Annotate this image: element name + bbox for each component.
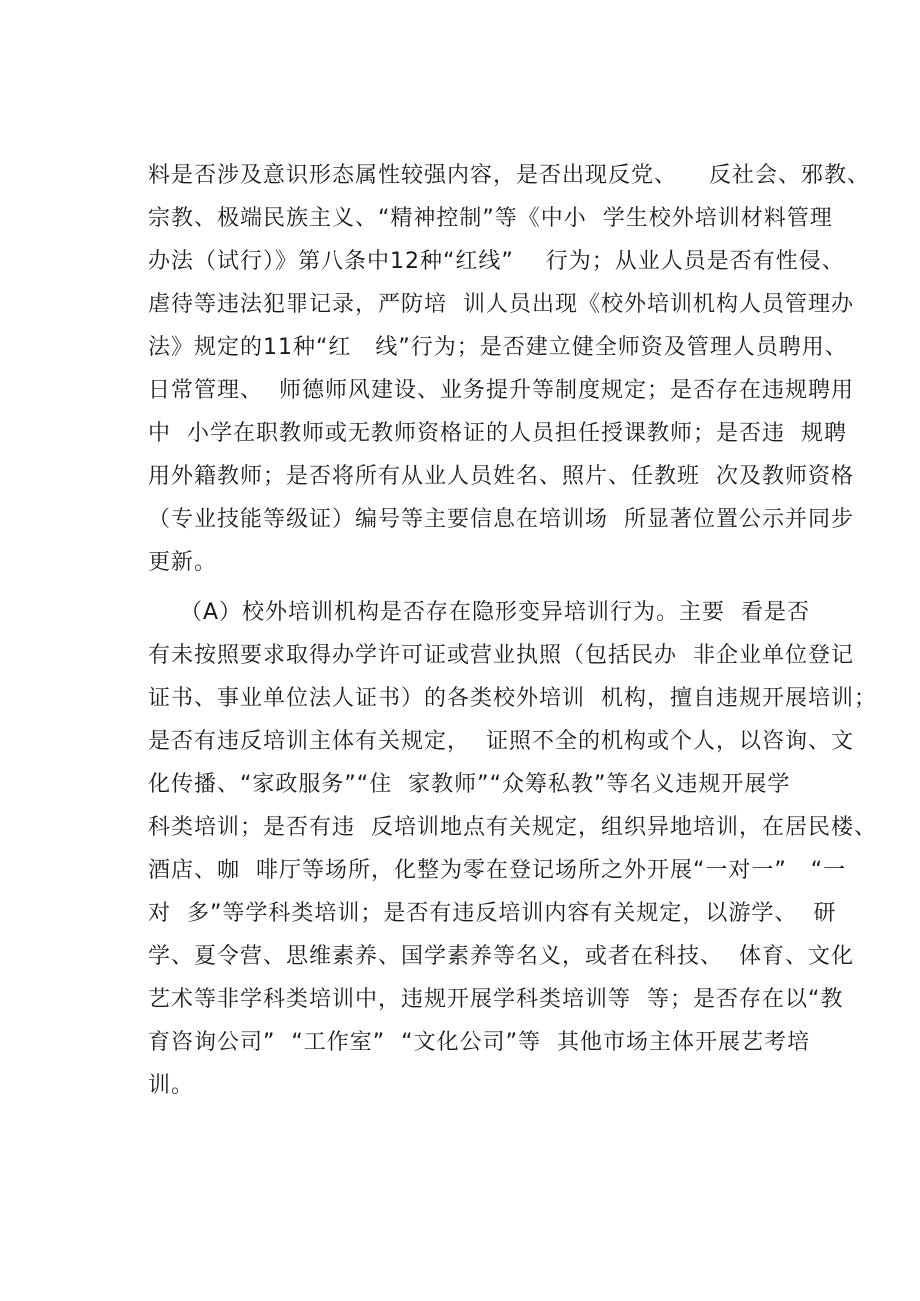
paragraph-2-line-10: 艺术等非学科类培训中，违规开展学科类培训等 等；是否存在以“教 [148, 987, 844, 1012]
paragraph-1-line-6: 日常管理、 师德师风建设、业务提升等制度规定；是否存在违规聘用 [148, 378, 854, 403]
paragraph-2-line-6: 科类培训；是否有违 反培训地点有关规定，组织异地培训，在居民楼、 [148, 815, 877, 840]
paragraph-2-line-1: （A）校外培训机构是否存在隐形变异培训行为。主要 看是否 [148, 600, 811, 625]
paragraph-2-line-12: 训。 [148, 1073, 195, 1098]
paragraph-2-line-9: 学、夏令营、思维素养、国学素养等名义，或者在科技、 体育、文化 [148, 944, 854, 969]
paragraph-1-line-1: 料是否涉及意识形态属性较强内容，是否出现反党、 反社会、邪教、 [148, 163, 870, 188]
paragraph-1-line-2: 宗教、极端民族主义、“精神控制”等《中小 学生校外培训材料管理 [148, 206, 833, 231]
paragraph-2-line-2: 有未按照要求取得办学许可证或营业执照（包括民办 非企业单位登记 [148, 643, 854, 668]
paragraph-1-line-8: 用外籍教师；是否将所有从业人员姓名、照片、任教班 次及教师资格 [148, 464, 854, 489]
paragraph-2-line-7: 酒店、咖 啡厅等场所，化整为零在登记场所之外开展“一对一” “一 [148, 858, 847, 883]
paragraph-1-line-9: （专业技能等级证）编号等主要信息在培训场 所显著位置公示并同步 [148, 507, 854, 532]
paragraph-1-line-3: 办法（试行）》第八条中12种“红线” 行为；从业人员是否有性侵、 [148, 249, 845, 274]
paragraph-2-line-11: 育咨询公司” “工作室” “文化公司”等 其他市场主体开展艺考培 [148, 1030, 810, 1055]
paragraph-1-line-10: 更新。 [148, 550, 218, 575]
paragraph-1-line-4: 虐待等违法犯罪记录，严防培 训人员出现《校外培训机构人员管理办 [148, 292, 854, 317]
paragraph-2-line-5: 化传播、“家政服务”“住 家教师”“众筹私教”等名义违规开展学 [148, 772, 791, 797]
paragraph-2-line-8: 对 多”等学科类培训；是否有违反培训内容有关规定，以游学、 研 [148, 901, 837, 926]
paragraph-2-line-4: 是否有违反培训主体有关规定， 证照不全的机构或个人，以咨询、文 [148, 729, 854, 754]
paragraph-1-line-7: 中 小学在职教师或无教师资格证的人员担任授课教师；是否违 规聘 [148, 421, 847, 446]
paragraph-1-line-5: 法》规定的11种“红 线”行为；是否建立健全师资及管理人员聘用、 [148, 335, 848, 360]
paragraph-2-line-3: 证书、事业单位法人证书）的各类校外培训 机构，擅自违规开展培训； [148, 686, 877, 711]
